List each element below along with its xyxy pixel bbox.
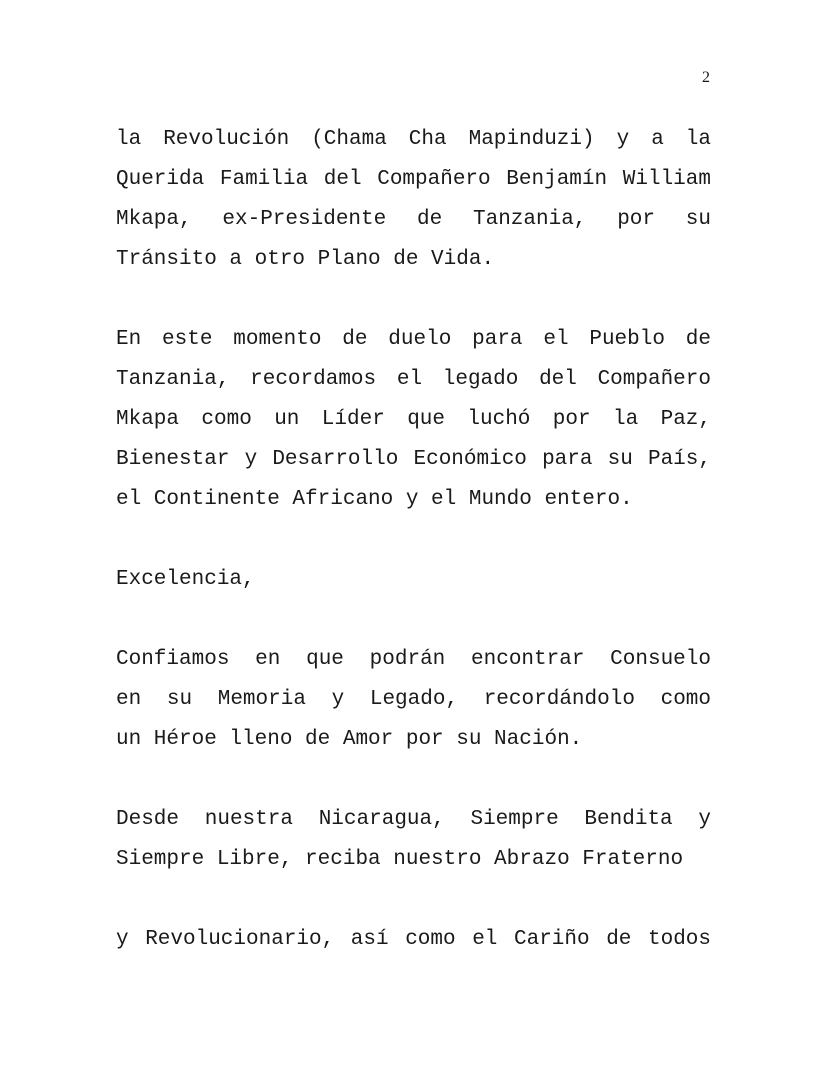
paragraph-gap	[116, 280, 711, 320]
text-line: Confiamos en que podrán encontrar Consuelo	[116, 648, 711, 671]
text-line: Tránsito a otro Plano de Vida.	[116, 248, 495, 271]
text-line: Mkapa como un Líder que luchó por la Paz,	[116, 408, 711, 431]
text-line: Tanzania, recordamos el legado del Compañero	[116, 368, 711, 391]
paragraph-legacy	[116, 320, 711, 520]
letter-body	[116, 120, 711, 960]
text-line: y Revolucionario, así como el Cariño de todos	[116, 928, 711, 951]
text-line: la Revolución (Chama Cha Mapinduzi) y a la	[116, 128, 711, 151]
paragraph-condolences	[116, 120, 711, 280]
paragraph-gap	[116, 760, 711, 800]
text-line: un Héroe lleno de Amor por su Nación.	[116, 728, 583, 751]
text-line: En este momento de duelo para el Pueblo de	[116, 328, 711, 351]
paragraph-closing	[116, 920, 711, 960]
text-line: el Continente Africano y el Mundo entero.	[116, 488, 633, 511]
paragraph-greeting	[116, 800, 711, 880]
text-line: Bienestar y Desarrollo Económico para su País,	[116, 448, 711, 471]
text-line: en su Memoria y Legado, recordándolo como	[116, 688, 711, 711]
paragraph-consolation	[116, 640, 711, 760]
text-line: Desde nuestra Nicaragua, Siempre Bendita y	[116, 808, 711, 831]
paragraph-gap	[116, 600, 711, 640]
paragraph-salutation	[116, 560, 711, 600]
text-line: Siempre Libre, reciba nuestro Abrazo Fraterno	[116, 848, 684, 871]
paragraph-gap	[116, 880, 711, 920]
text-line: Querida Familia del Compañero Benjamín William	[116, 168, 711, 191]
text-line: Mkapa, ex-Presidente de Tanzania, por su	[116, 208, 711, 231]
text-line: Excelencia,	[116, 568, 255, 591]
paragraph-gap	[116, 520, 711, 560]
page-number: 2	[702, 69, 710, 86]
